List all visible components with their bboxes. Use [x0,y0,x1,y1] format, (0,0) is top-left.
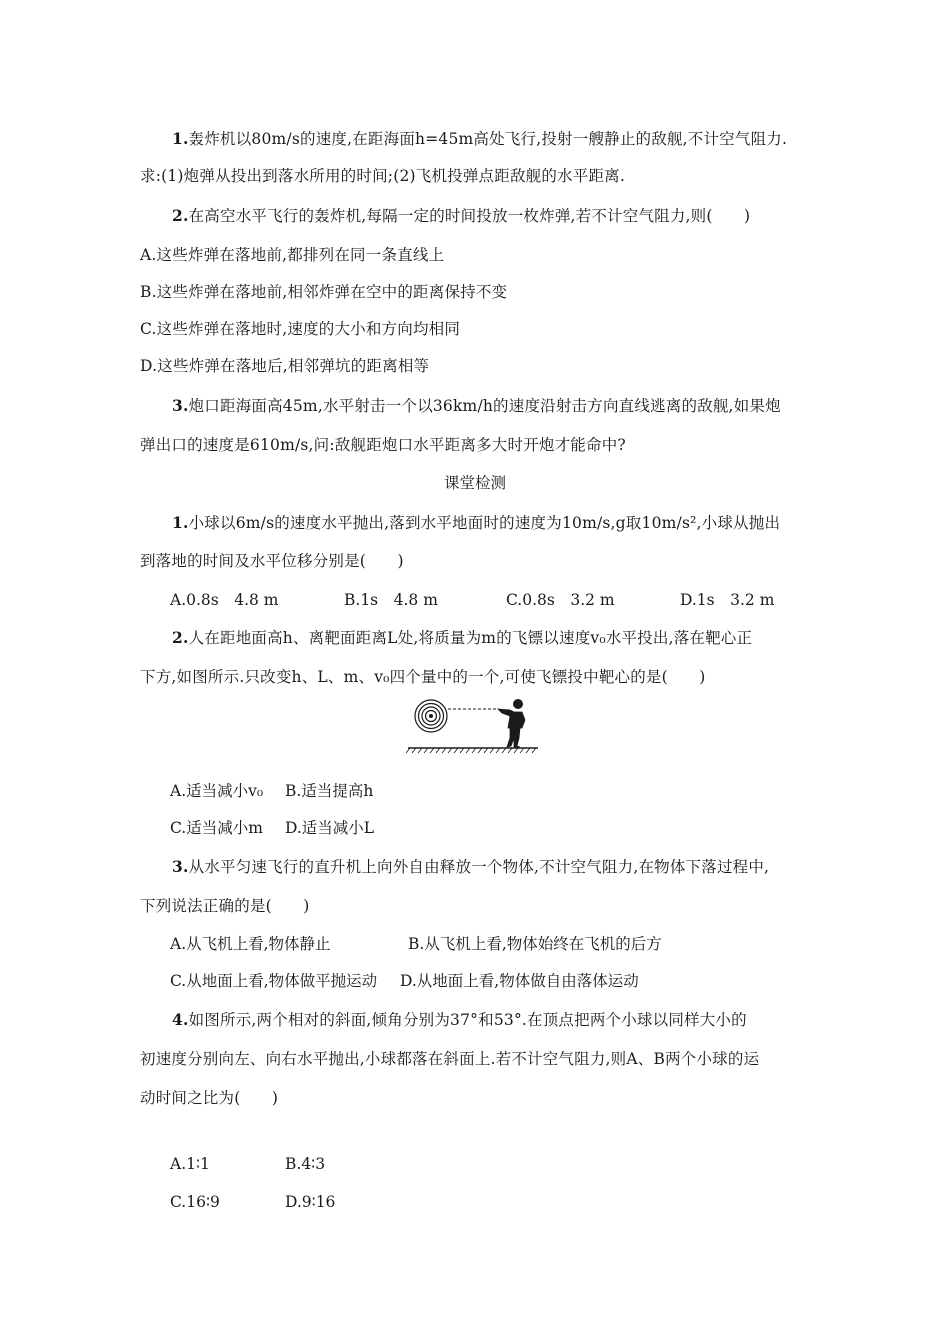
check-q3-line1: 3.从水平匀速飞行的直升机上向外自由释放一个物体,不计空气阻力,在物体下落过程中, [172,857,770,876]
check-q4-option-a: A.1∶1 [170,1155,210,1173]
dart-target-figure-icon [406,694,540,760]
check-q2-option-d: D.适当减小L [285,819,375,837]
check-q3-line2: 下列说法正确的是( ) [140,897,310,915]
check-q4-option-c: C.16∶9 [170,1193,220,1211]
pre-q2-option-d: D.这些炸弹在落地后,相邻弹坑的距离相等 [140,357,430,375]
dart-target-figure-svg [406,694,540,756]
pre-q2-option-b: B.这些炸弹在落地前,相邻炸弹在空中的距离保持不变 [140,283,508,301]
check-q1-option-b: B.1s 4.8 m [344,591,438,609]
check-q4-line3: 动时间之比为( ) [140,1089,279,1107]
pre-q1-number: 1. [172,129,189,148]
check-q4-line2: 初速度分别向左、向右水平抛出,小球都落在斜面上.若不计空气阻力,则A、B两个小球的运 [140,1050,760,1068]
target-center [429,714,433,718]
pre-q2-option-a: A.这些炸弹在落地前,都排列在同一条直线上 [140,246,445,264]
check-q1-number: 1. [172,513,189,532]
check-q3-option-c: C.从地面上看,物体做平抛运动 [170,972,378,990]
pre-q2-number: 2. [172,206,189,225]
check-q3-option-d: D.从地面上看,物体做自由落体运动 [400,972,639,990]
pre-q1-line2: 求:(1)炮弹从投出到落水所用的时间;(2)飞机投弹点距敌舰的水平距离. [140,167,625,185]
check-q2-option-a: A.适当减小v₀ [170,782,264,800]
ground-hatch [406,748,536,753]
check-q1-line1: 1.小球以6m/s的速度水平抛出,落到水平地面时的速度为10m/s,g取10m/s²,小球从抛出 [172,513,781,532]
check-q1-line2: 到落地的时间及水平位移分别是( ) [140,552,404,570]
check-q4-option-d: D.9∶16 [285,1193,336,1211]
pre-q3-line1: 3.炮口距海面高45m,水平射击一个以36km/h的速度沿射击方向直线逃离的敌舰,如果炮 [172,396,781,415]
check-q4-option-b: B.4∶3 [285,1155,326,1173]
section-title: 课堂检测 [443,474,506,492]
pre-q2-stem: 2.在高空水平飞行的轰炸机,每隔一定的时间投放一枚炸弹,若不计空气阻力,则( ) [172,206,751,225]
pre-q3-number: 3. [172,396,189,415]
check-q1-option-d: D.1s 3.2 m [680,591,775,609]
check-q2-line1: 2.人在距地面高h、离靶面距离L处,将质量为m的飞镖以速度v₀水平投出,落在靶心正 [172,628,753,647]
check-q4-number: 4. [172,1010,189,1029]
check-q2-line2: 下方,如图所示.只改变h、L、m、v₀四个量中的一个,可使飞镖投中靶心的是( ) [140,668,706,686]
check-q1-option-c: C.0.8s 3.2 m [506,591,615,609]
check-q3-option-b: B.从飞机上看,物体始终在飞机的后方 [408,935,662,953]
check-q1-option-a: A.0.8s 4.8 m [170,591,279,609]
pre-q3-line2: 弹出口的速度是610m/s,问:敌舰距炮口水平距离多大时开炮才能命中? [140,436,626,454]
check-q4-line1: 4.如图所示,两个相对的斜面,倾角分别为37°和53°.在顶点把两个小球以同样大小的 [172,1010,747,1029]
thrower-figure [498,700,525,748]
pre-q2-option-c: C.这些炸弹在落地时,速度的大小和方向均相同 [140,320,461,338]
check-q2-number: 2. [172,628,189,647]
check-q3-option-a: A.从飞机上看,物体静止 [170,935,331,953]
check-q2-option-b: B.适当提高h [285,782,374,800]
check-q2-option-c: C.适当减小m [170,819,263,837]
check-q3-number: 3. [172,857,189,876]
pre-q1-line1: 1.轰炸机以80m/s的速度,在距海面h=45m高处飞行,投射一艘静止的敌舰,不计空气阻力. [172,129,788,148]
